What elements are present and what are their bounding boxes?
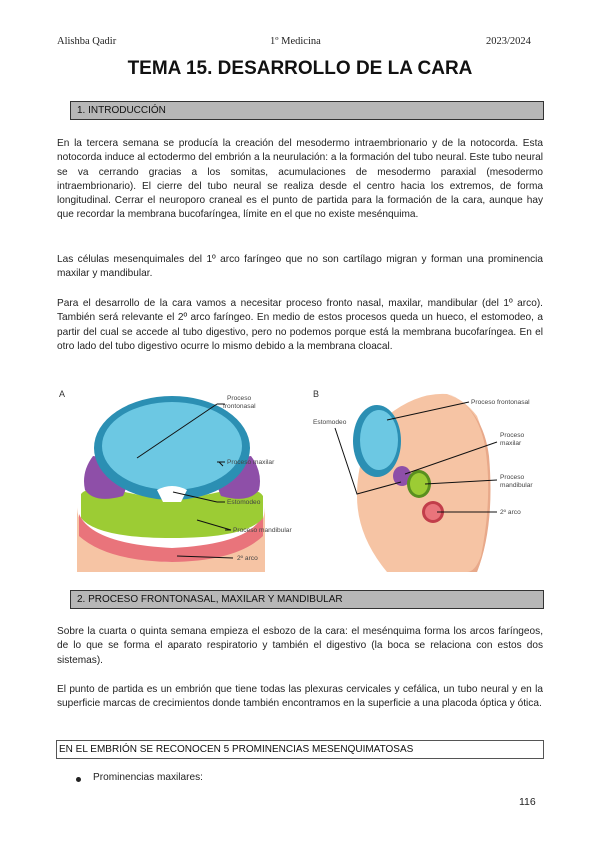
paragraph-intro-3: Para el desarrollo de la cara vamos a necesitar proceso fronto nasal, maxilar, mandibular (del 1º arco). También será relevante el 2º arco faríngeo. En medio de estos procesos queda un hueco, el estomodeo, a partir del cual se accede al tubo digestivo, pero no podemos porque está la membrana bucofaríngea. En el otro lado del tubo digestivo ocurre lo mismo debido a la membrana cloacal. — [57, 298, 543, 352]
header-author: Alishba Qadir — [57, 36, 117, 47]
label-frontonasal-b: Proceso frontonasal — [471, 399, 530, 406]
label-frontonasal-a-2: frontonasal — [223, 403, 256, 410]
label-arco-b: 2º arco — [500, 509, 521, 516]
label-mandibular-b-1: Proceso — [500, 474, 525, 481]
label-mandibular-a: Proceso mandibular — [233, 527, 292, 534]
paragraph-procesos-1: Sobre la cuarta o quinta semana empieza el esbozo de la cara: el mesénquima forma los arcos faríngeos, de lo que se forma el aparato respiratorio y también el digestivo (la boca se relaciona con estos dos sistemas). — [57, 626, 543, 666]
label-mandibular-b-2: mandibular — [500, 482, 533, 489]
figure-panel-b — [313, 389, 533, 572]
label-maxilar-b-1: Proceso — [500, 432, 525, 439]
section-heading-introduccion: 1. INTRODUCCIÓN — [70, 101, 544, 120]
header-year: 2023/2024 — [486, 36, 531, 47]
figure-panel-a — [59, 389, 292, 572]
label-arco-a: 2º arco — [237, 555, 258, 562]
panel-a-letter: A — [59, 389, 66, 399]
page-number: 116 — [519, 796, 536, 808]
label-estomodeo-b: Estomodeo — [313, 419, 347, 426]
label-estomodeo-a: Estomodeo — [227, 499, 261, 506]
label-maxilar-b-2: maxilar — [500, 440, 522, 447]
label-frontonasal-a-1: Proceso — [227, 395, 252, 402]
label-maxilar-a: Proceso maxilar — [227, 459, 275, 466]
proceso-frontonasal-a — [102, 402, 242, 490]
panel-b-letter: B — [313, 389, 320, 399]
face-development-figure — [57, 386, 543, 572]
page-title: TEMA 15. DESARROLLO DE LA CARA — [127, 58, 473, 79]
bullet-prominencias-maxilares: Prominencias maxilares: — [93, 772, 203, 783]
paragraph-intro-1: En la tercera semana se producía la creación del mesodermo intraembrionario y de la notocorda. Esta notocorda induce al ectodermo del embrión a la neurulación: a la formación del tubo neural. Este tubo neural se va cerrando gracias a los somitas, acumulaciones de mesodermo paraxial (mesodermo intraembrionario). El cierre del tubo neural se realiza desde el centro hacia los extremos, de forma longitudinal. Cerrar el neuroporo craneal es el punto de partida para la formación de la cara, aunque hay que recordar la membrana bucofaríngea, límite en el que no existe mesénquima. — [57, 138, 543, 221]
header-course: 1º Medicina — [270, 36, 321, 47]
section-heading-procesos: 2. PROCESO FRONTONASAL, MAXILAR Y MANDIBULAR — [70, 590, 544, 609]
bullet-marker — [76, 777, 81, 782]
paragraph-intro-2: Las células mesenquimales del 1º arco faríngeo que no son cartílago migran y forman una prominencia maxilar y mandibular. — [57, 254, 543, 280]
box-heading-prominencias: EN EL EMBRIÓN SE RECONOCEN 5 PROMINENCIAS MESENQUIMATOSAS — [56, 740, 544, 759]
paragraph-procesos-2: El punto de partida es un embrión que tiene todas las plexuras cervicales y cefálica, un tubo neural y en la superficie marcas de crecimientos donde también encontramos en la superficie a una placoda óptica y ótica. — [57, 684, 543, 710]
